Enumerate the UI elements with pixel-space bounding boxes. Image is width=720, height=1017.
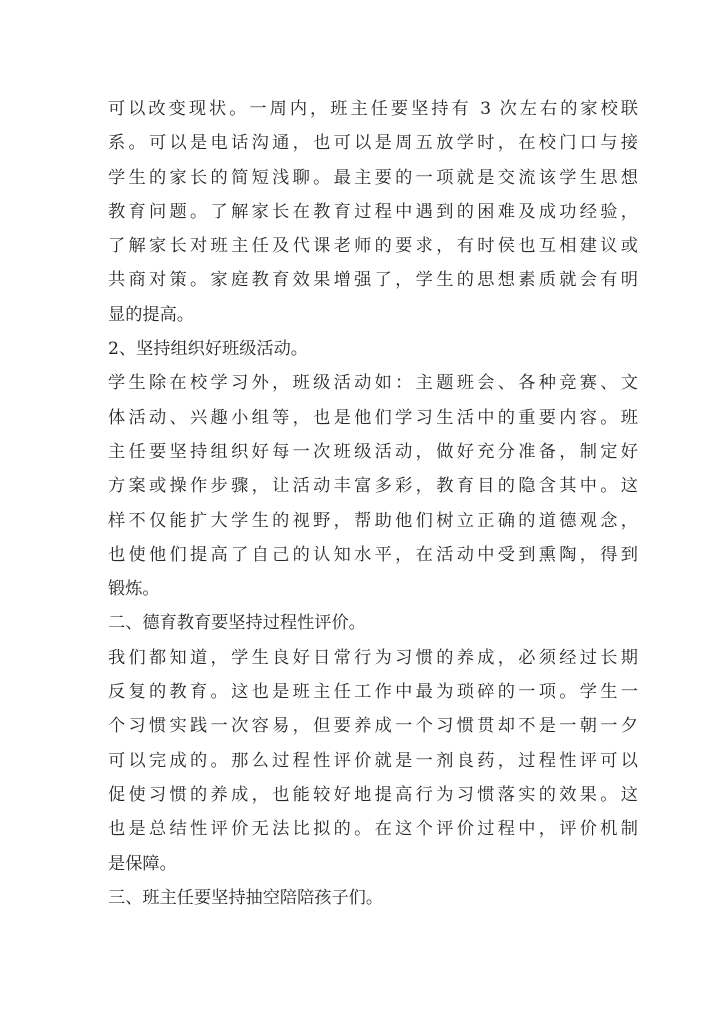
- text-line: 方案或操作步骤，让活动丰富多彩，教育目的隐含其中。这: [108, 476, 638, 497]
- section-heading: 三、班主任要坚持抽空陪陪孩子们。: [108, 887, 384, 908]
- text-line: 样不仅能扩大学生的视野，帮助他们树立正确的道德观念，: [108, 510, 638, 531]
- text-line: 促使习惯的养成，也能较好地提高行为习惯落实的效果。这: [108, 784, 638, 805]
- document-body: [108, 92, 638, 915]
- text-line: 教育问题。了解家长在教育过程中遇到的困难及成功经验，: [108, 201, 638, 222]
- text-line: 我们都知道，学生良好日常行为习惯的养成，必须经过长期: [108, 647, 638, 668]
- text-line: 共商对策。家庭教育效果增强了，学生的思想素质就会有明: [108, 270, 638, 291]
- text-line: 体活动、兴趣小组等，也是他们学习生活中的重要内容。班: [108, 407, 638, 428]
- text-line: 学生除在校学习外，班级活动如：主题班会、各种竞赛、文: [108, 373, 638, 394]
- section-heading: 2、坚持组织好班级活动。: [108, 339, 308, 360]
- paragraph-end-line: 锻炼。: [108, 579, 160, 600]
- text-line: 了解家长对班主任及代课老师的要求，有时侯也互相建议或: [108, 236, 638, 257]
- text-line: 学生的家长的简短浅聊。最主要的一项就是交流该学生思想: [108, 167, 638, 188]
- text-line: 系。可以是电话沟通，也可以是周五放学时，在校门口与接: [108, 133, 638, 154]
- text-line: 可以改变现状。一周内，班主任要坚持有 3 次左右的家校联: [108, 99, 638, 119]
- text-line: 反复的教育。这也是班主任工作中最为琐碎的一项。学生一: [108, 682, 638, 703]
- text-line: 也使他们提高了自己的认知水平，在活动中受到熏陶，得到: [108, 544, 638, 565]
- section-heading: 二、德育教育要坚持过程性评价。: [108, 613, 366, 634]
- text-line: 也是总结性评价无法比拟的。在这个评价过程中，评价机制: [108, 819, 638, 840]
- text-line: 可以完成的。那么过程性评价就是一剂良药，过程性评可以: [108, 750, 638, 771]
- paragraph-end-line: 是保障。: [108, 853, 177, 874]
- text-line: 个习惯实践一次容易，但要养成一个习惯贯却不是一朝一夕: [108, 716, 638, 737]
- text-line: 主任要坚持组织好每一次班级活动，做好充分准备，制定好: [108, 441, 638, 462]
- paragraph-end-line: 显的提高。: [108, 304, 194, 325]
